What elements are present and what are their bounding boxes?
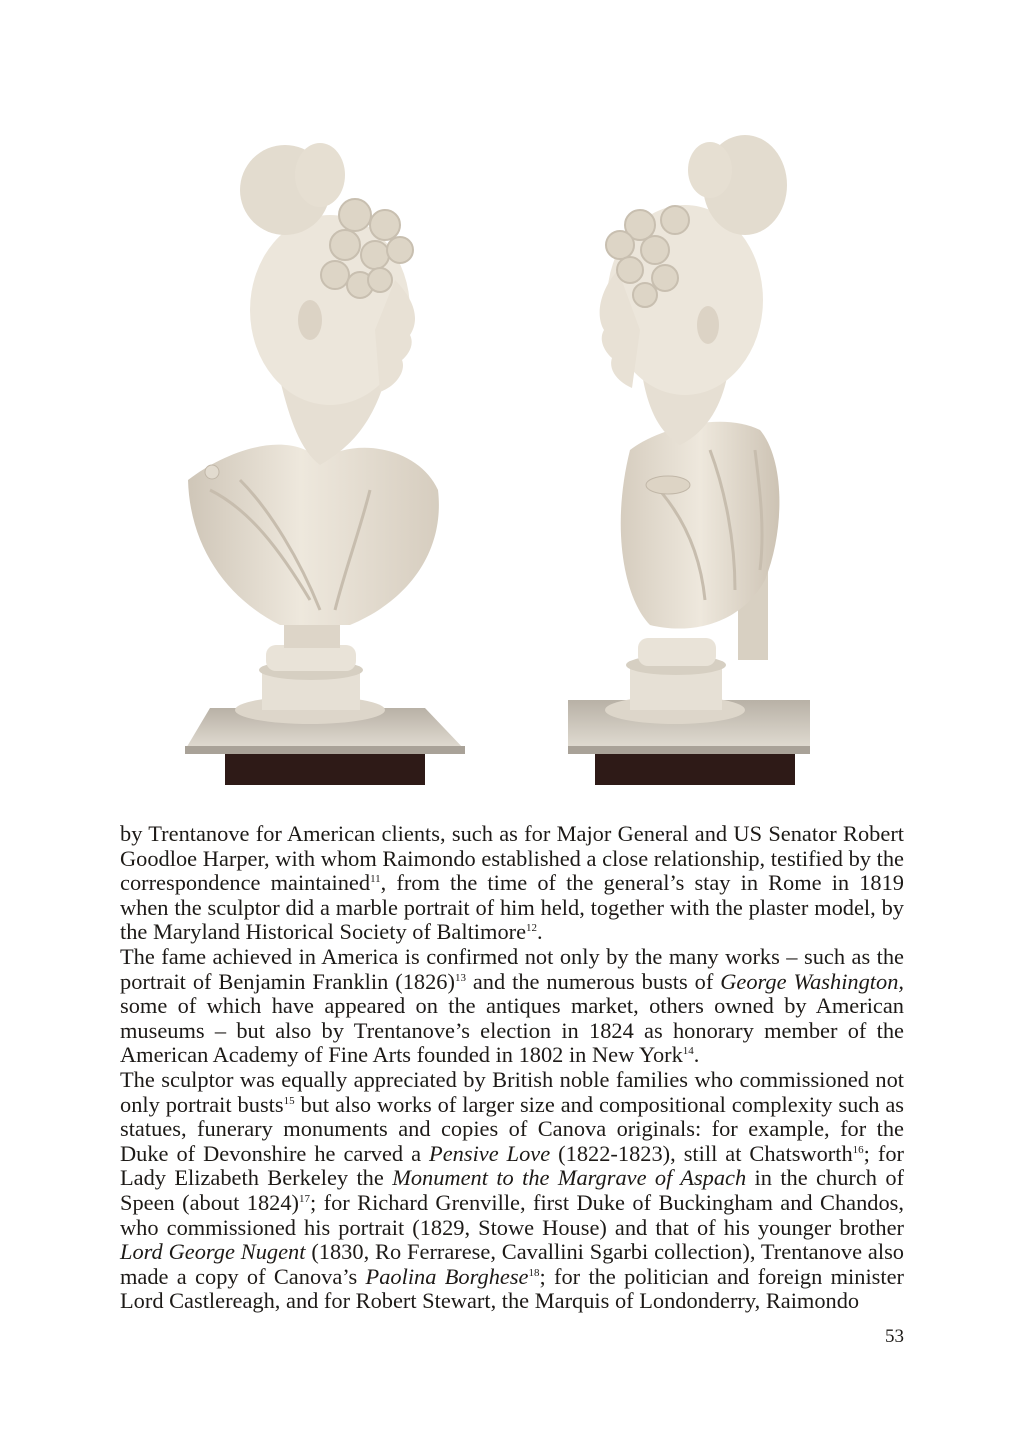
paragraph xyxy=(120,945,904,1068)
text-run: . xyxy=(537,919,543,945)
paragraph xyxy=(120,1068,904,1314)
footnote-marker: 16 xyxy=(852,1143,864,1156)
italic-title: Pensive Love xyxy=(429,1140,551,1166)
footnote-marker: 15 xyxy=(283,1094,295,1107)
italic-title: Lord George Nugent xyxy=(120,1239,306,1265)
page-number: 53 xyxy=(885,1326,904,1347)
text-run: and the numerous busts of xyxy=(465,968,721,994)
italic-title: Monument to the Margrave of Aspach xyxy=(392,1165,747,1191)
text-run: (1830, Ro Ferrarese, Cavallini Sgarbi collection), Trentanove also made a copy of Canova’s xyxy=(120,1239,904,1289)
italic-title: George Washington, xyxy=(720,968,905,994)
footnote-marker: 11 xyxy=(370,873,381,886)
text-run: . xyxy=(693,1042,700,1068)
footnote-marker: 12 xyxy=(526,922,538,935)
bust-photo-right xyxy=(560,130,840,785)
text-run: , from the time of the general’s stay in Rome in 1819 when the sculptor did a marble portrait of him held, together with the plaster model, by the Maryland Historical Society of Baltimore xyxy=(120,870,904,945)
text-run: (1822-1823), still at Chatsworth xyxy=(550,1140,853,1166)
bust-photo-left xyxy=(170,130,470,785)
text-run: ; for Richard Grenville, first Duke of Buckingham and Chandos, who commissioned his portrait (1829, Stowe House) and that of his younger brother xyxy=(120,1189,904,1240)
body-text xyxy=(120,822,904,1314)
italic-title: Paolina Borghese xyxy=(365,1263,529,1289)
footnote-marker: 18 xyxy=(528,1266,540,1279)
text-run: but also works of larger size and compositional complexity such as statues, funerary monuments and copies of Canova originals: for example, for the Duke of Devonshire he carved a xyxy=(120,1091,904,1166)
text-run: ; for the politician and foreign minister Lord Castlereagh, and for Robert Stewart, the Marquis of Londonderry, Raimondo xyxy=(120,1263,905,1314)
text-run: The fame achieved in America is confirmed not only by the many works – such as the portrait of Benjamin Franklin (1826) xyxy=(120,943,904,994)
footnote-marker: 13 xyxy=(454,971,466,984)
footnote-marker: 14 xyxy=(682,1045,694,1058)
text-run: in the church of Speen (about 1824) xyxy=(120,1165,904,1215)
footnote-marker: 17 xyxy=(298,1192,310,1205)
text-run: The sculptor was equally appreciated by British noble families who commissioned not only portrait busts xyxy=(120,1066,904,1117)
text-run: some of which have appeared on the antiques market, others owned by American museums – but also by Trentanove’s election in 1824 as honorary member of the American Academy of Fine Arts founded in 1802 in New York xyxy=(120,993,904,1068)
paragraph xyxy=(120,822,904,945)
text-run: by Trentanove for American clients, such as for Major General and US Senator Robert Goodloe Harper, with whom Raimondo established a close relationship, testified by the correspondence maintained xyxy=(120,821,904,896)
text-run: ; for Lady Elizabeth Berkeley the xyxy=(120,1140,904,1191)
